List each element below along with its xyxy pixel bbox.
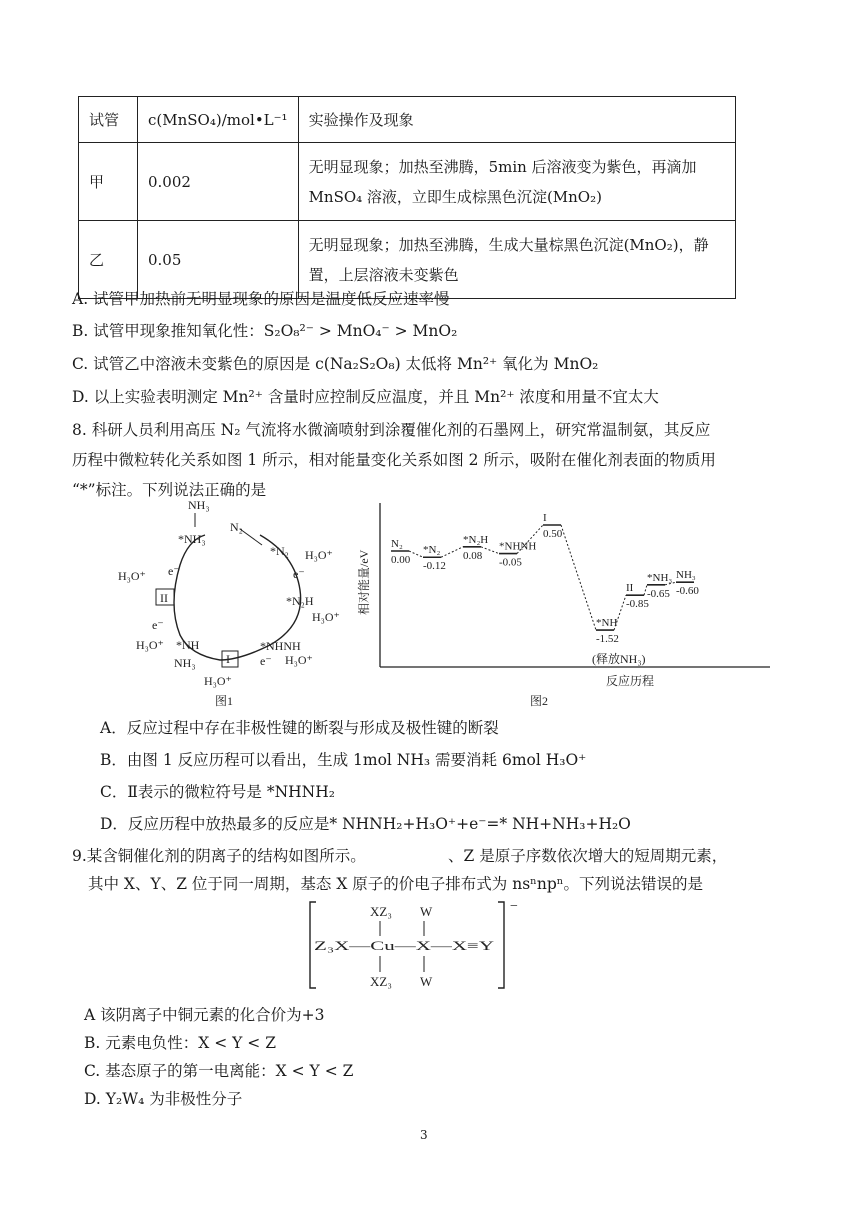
right-bracket bbox=[498, 902, 504, 988]
table-cell: 0.05 bbox=[138, 221, 299, 299]
species-label: I bbox=[543, 512, 547, 524]
fig1-label: *N₂ bbox=[270, 544, 289, 558]
fig1-label: N₂ bbox=[230, 520, 243, 534]
energy-connector bbox=[614, 595, 626, 630]
charge: − bbox=[510, 899, 518, 914]
y-axis-label: 相对能量/eV bbox=[357, 549, 371, 615]
species-label: *NH bbox=[596, 617, 618, 630]
cell-line: 无明显现象；加热至沸腾，生成大量棕黑色沉淀(MnO₂)，静 bbox=[308, 235, 709, 254]
q7-option-c: C. 试管乙中溶液未变紫色的原因是 c(Na₂S₂O₈) 太低将 Mn²⁺ 氧化为 MnO₂ bbox=[72, 355, 599, 373]
q9-stem-line2: 其中 X、Y、Z 位于同一周期，基态 X 原子的价电子排布式为 nsⁿnpⁿ。下列说法错误的是 bbox=[88, 875, 703, 893]
fig1-label: *NH₃ bbox=[178, 532, 206, 546]
energy-value-label: 0.08 bbox=[463, 549, 483, 562]
table-cell: 甲 bbox=[79, 143, 138, 221]
q8-option-b: B．由图 1 反应历程可以看出，生成 1mol NH₃ 需要消耗 6mol H₃O⁺ bbox=[100, 751, 587, 769]
table-header: c(MnSO₄)/mol•L⁻¹ bbox=[138, 97, 299, 143]
table-row bbox=[79, 143, 736, 221]
energy-value-label: -1.52 bbox=[596, 633, 619, 646]
fig1-label: e⁻ bbox=[260, 654, 272, 668]
energy-connector bbox=[561, 525, 596, 630]
fig1-label: NH₃ bbox=[174, 656, 196, 670]
fig1-caption: 图1 bbox=[215, 694, 234, 708]
energy-connector bbox=[441, 547, 463, 557]
q7-option-d: D. 以上实验表明测定 Mn²⁺ 含量时应控制反应温度，并且 Mn²⁺ 浓度和用量不宜太大 bbox=[72, 388, 659, 406]
fig1-label: H₃O⁺ bbox=[312, 610, 340, 624]
table-cell bbox=[298, 143, 735, 221]
arrow bbox=[240, 529, 262, 545]
cell-line: MnSO₄ 溶液，立即生成棕黑色沉淀(MnO₂) bbox=[308, 187, 602, 206]
q8-stem-line1: 8. 科研人员利用高压 N₂ 气流将水微滴喷射到涂覆催化剂的石墨网上，研究常温制氨，其反应 bbox=[72, 421, 711, 439]
fig1-label: I bbox=[226, 652, 230, 666]
fig2-caption: 图2 bbox=[530, 694, 549, 708]
fig1-label: e⁻ bbox=[152, 618, 164, 632]
fig1-label: NH₃ bbox=[188, 498, 210, 512]
table-cell: 乙 bbox=[79, 221, 138, 299]
fig1-label: *NH bbox=[176, 638, 200, 652]
fig1-label: H₃O⁺ bbox=[305, 548, 333, 562]
energy-value-label: -0.60 bbox=[676, 585, 699, 598]
struct-top-w: W bbox=[420, 904, 433, 919]
struct-bot-xz3: XZ₃ bbox=[370, 974, 392, 989]
species-label: *NH₃ bbox=[647, 571, 673, 584]
cell-line: 无明显现象；加热至沸腾，5min 后溶液变为紫色，再滴加 bbox=[308, 157, 697, 176]
species-label: *N₂H bbox=[463, 533, 489, 546]
fig1-label: H₃O⁺ bbox=[136, 638, 164, 652]
q8-option-d: D．反应历程中放热最多的反应是* NHNH₂+H₃O⁺+e⁻=* NH+NH₃+H₂O bbox=[100, 815, 631, 833]
fig1-label: *NHNH bbox=[260, 639, 301, 653]
table-header: 试管 bbox=[79, 97, 138, 143]
page-number: 3 bbox=[420, 1128, 428, 1142]
table-header: 实验操作及现象 bbox=[298, 97, 735, 143]
q9-option-a: A 该阴离子中铜元素的化合价为+3 bbox=[84, 1006, 325, 1024]
q8-stem-line3: “*”标注。下列说法正确的是 bbox=[72, 481, 267, 499]
fig1-label: H₃O⁺ bbox=[285, 653, 313, 667]
fig1-label: *N₂H bbox=[286, 594, 314, 608]
energy-value-label: 0.00 bbox=[391, 554, 411, 566]
anion-structure bbox=[300, 896, 540, 994]
experiment-table bbox=[78, 96, 736, 299]
fig1-label: e⁻ bbox=[293, 567, 305, 581]
q9-stem-line1a: 9.某含铜催化剂的阴离子的结构如图所示。 bbox=[72, 847, 366, 865]
figure2-energy-chart bbox=[357, 495, 790, 715]
energy-connector bbox=[481, 547, 499, 554]
struct-main-chain: Z₃X—Cu—X—X≡Y bbox=[314, 938, 495, 953]
q9-option-d: D. Y₂W₄ 为非极性分子 bbox=[84, 1090, 243, 1108]
species-label: N₂ bbox=[391, 538, 403, 550]
figure1-cycle bbox=[110, 495, 355, 710]
q8-option-c: C．Ⅱ表示的微粒符号是 *NHNH₂ bbox=[100, 783, 335, 801]
energy-value-label: -0.12 bbox=[423, 560, 446, 573]
species-label: NH₃ bbox=[676, 569, 696, 582]
release-note: (释放NH₃) bbox=[592, 652, 646, 666]
fig1-label: H₃O⁺ bbox=[204, 674, 232, 688]
cell-line: 置，上层溶液未变紫色 bbox=[308, 265, 459, 284]
energy-value-label: -0.65 bbox=[647, 587, 670, 600]
q8-stem-line2: 历程中微粒转化关系如图 1 所示，相对能量变化关系如图 2 所示，吸附在催化剂表面的物质用 bbox=[72, 451, 716, 469]
energy-value-label: -0.85 bbox=[626, 598, 649, 611]
species-label: *N₂ bbox=[423, 544, 441, 557]
q7-option-a: A. 试管甲加热前无明显现象的原因是温度低反应速率慢 bbox=[72, 290, 450, 308]
struct-top-xz3: XZ₃ bbox=[370, 904, 392, 919]
x-axis-label: 反应历程 bbox=[606, 674, 655, 688]
q9-stem-line1b: 、Z 是原子序数依次增大的短周期元素， bbox=[448, 847, 728, 865]
energy-connector bbox=[409, 551, 423, 557]
q7-option-b: B. 试管甲现象推知氧化性：S₂O₈²⁻ > MnO₄⁻ > MnO₂ bbox=[72, 322, 458, 340]
q9-option-b: B. 元素电负性：X < Y < Z bbox=[84, 1034, 276, 1052]
fig1-label: II bbox=[160, 591, 168, 605]
table-cell: 0.002 bbox=[138, 143, 299, 221]
struct-bot-w: W bbox=[420, 974, 433, 989]
energy-value-label: 0.50 bbox=[543, 528, 563, 540]
energy-value-label: -0.05 bbox=[499, 556, 522, 569]
fig1-label: H₃O⁺ bbox=[118, 569, 146, 583]
species-label: *NHNH bbox=[499, 540, 537, 553]
q8-option-a: A．反应过程中存在非极性键的断裂与形成及极性键的断裂 bbox=[100, 719, 499, 737]
species-label: II bbox=[626, 582, 634, 595]
q9-option-c: C. 基态原子的第一电离能：X < Y < Z bbox=[84, 1062, 354, 1080]
fig1-label: e⁻ bbox=[168, 564, 180, 578]
